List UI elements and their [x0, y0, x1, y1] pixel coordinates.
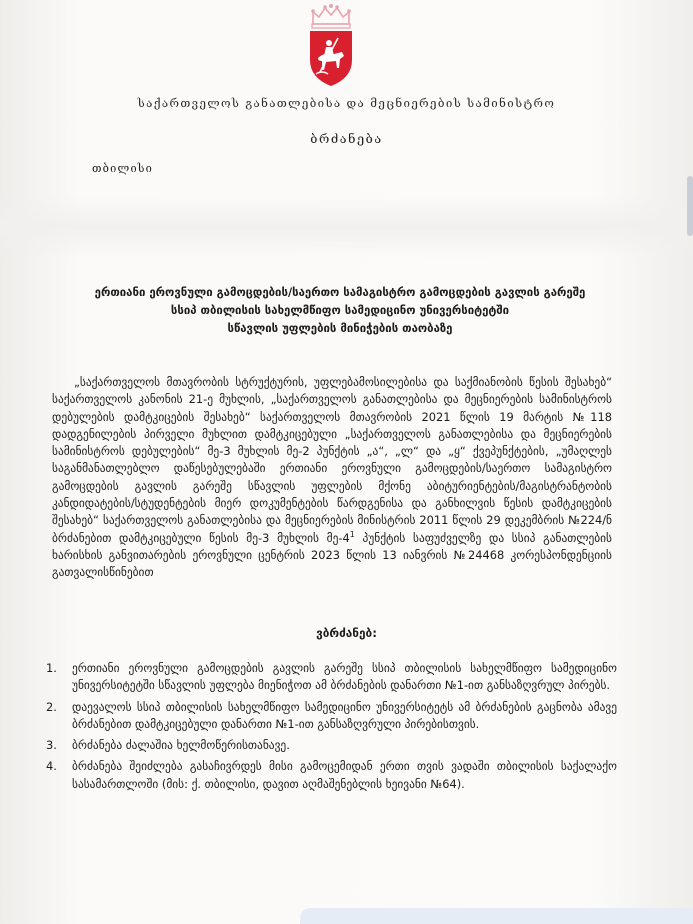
message-input-bar[interactable] — [300, 908, 693, 924]
ministry-name: საქართველოს განათლებისა და მეცნიერების სამინისტრო — [137, 96, 556, 110]
list-item — [42, 758, 617, 793]
issue-city: თბილისი — [92, 162, 154, 175]
item-number: 4. — [46, 759, 57, 774]
preamble-text-continued: პუნქტის საფუძველზე და სსიპ განათლების ხარისხის განვითარების ეროვნული ცენტრის 2023 წლის 13 იანვრის №24468 კორესპონდენციის გათვალისწინებით — [52, 530, 613, 580]
item-number: 2. — [46, 699, 57, 714]
list-item — [42, 699, 617, 734]
preamble-text: „საქართველოს მთავრობის სტრუქტურის, უფლებამოსილებისა და საქმიანობის წესის შესახებ“ საქართველოს კანონის 21-ე მუხლის, „საქართველოს განათლებისა და მეცნიერების სამინისტროს დებულების დამტკიცების შესახებ“ საქართველოს მთავრობის 2021 წლის 19 მარტის №118 დადგენილების პირველი მუხლით დამტკიცებული „საქართველოს განათლებისა და მეცნიერების სამინისტროს დებულების“ მე-3 მუხლის მე-2 პუნქტის „ა“, „ლ“ და „ყ“ ქვეპუნქტების, „უმაღლეს საგანმანათლებლო დაწესებულებაში ერთიანი ეროვნული გამოცდების/საერთო სამაგისტრო გამოცდების გავლის გარეშე სწავლის უფლების მქონე აბიტურიენტების/მაგისტრანტობის კანდიდატების/სტუდენტების მიერ დოკუმენტების წარდგენისა და განხილვის წესის დამტკიცების შესახებ“ საქართველოს განათლებისა და მეცნიერების მინისტრის 2011 წლის 29 დეკემბრის №224/ნ ბრძანებით დამტკიცებული წესის მე-3 მუხლის მე-4 — [52, 375, 612, 545]
scrollbar-handle[interactable] — [687, 176, 693, 236]
document-type-title: ბრძანება — [310, 131, 383, 146]
item-text: დაევალოს სსიპ თბილისის სახელმწიფო სამედიცინო უნივერსიტეტს ამ ბრძანების გაცნობა ამავე ბრძანებით დამტკიცებული დანართი №1-ით განსაზღვრული პირებისთვის. — [72, 699, 617, 731]
decree-label: ვბრძანებ: — [316, 626, 377, 640]
item-text: ბრძანება ძალაშია ხელმოწერისთანავე. — [72, 738, 290, 753]
item-number: 1. — [46, 661, 57, 675]
preamble-paragraph — [52, 374, 612, 582]
georgia-coat-of-arms-icon — [304, 2, 358, 88]
heading-line: ერთიანი ეროვნული გამოცდების/საერთო სამაგისტრო გამოცდების გავლის გარეშე — [94, 285, 586, 299]
item-number: 3. — [46, 738, 57, 753]
decree-items-list — [42, 660, 617, 797]
heading-line: სწავლის უფლების მინიჭების თაობაზე — [227, 321, 453, 335]
document-heading — [60, 283, 620, 337]
item-text: ერთიანი ეროვნული გამოცდების გავლის გარეშე სსიპ თბილისის სახელმწიფო სამედიცინო უნივერსიტეტში სწავლის უფლება მიენიჭოთ ამ ბრძანების დანართი №1-ით განსაზღვრულ პირებს. — [72, 661, 617, 693]
preamble-superscript: 1 — [349, 529, 355, 539]
heading-line: სსიპ თბილისის სახელმწიფო სამედიცინო უნივერსიტეტში — [170, 303, 510, 317]
redacted-area — [0, 196, 693, 258]
list-item — [42, 660, 617, 695]
list-item — [42, 737, 617, 754]
item-text: ბრძანება შეიძლება გასაჩივრდეს მისი გამოცემიდან ერთი თვის ვადაში თბილისის საქალაქო სასამართლოში (მის: ქ. თბილისი, დავით აღმაშენებლის ხეივანი №64). — [72, 759, 617, 791]
